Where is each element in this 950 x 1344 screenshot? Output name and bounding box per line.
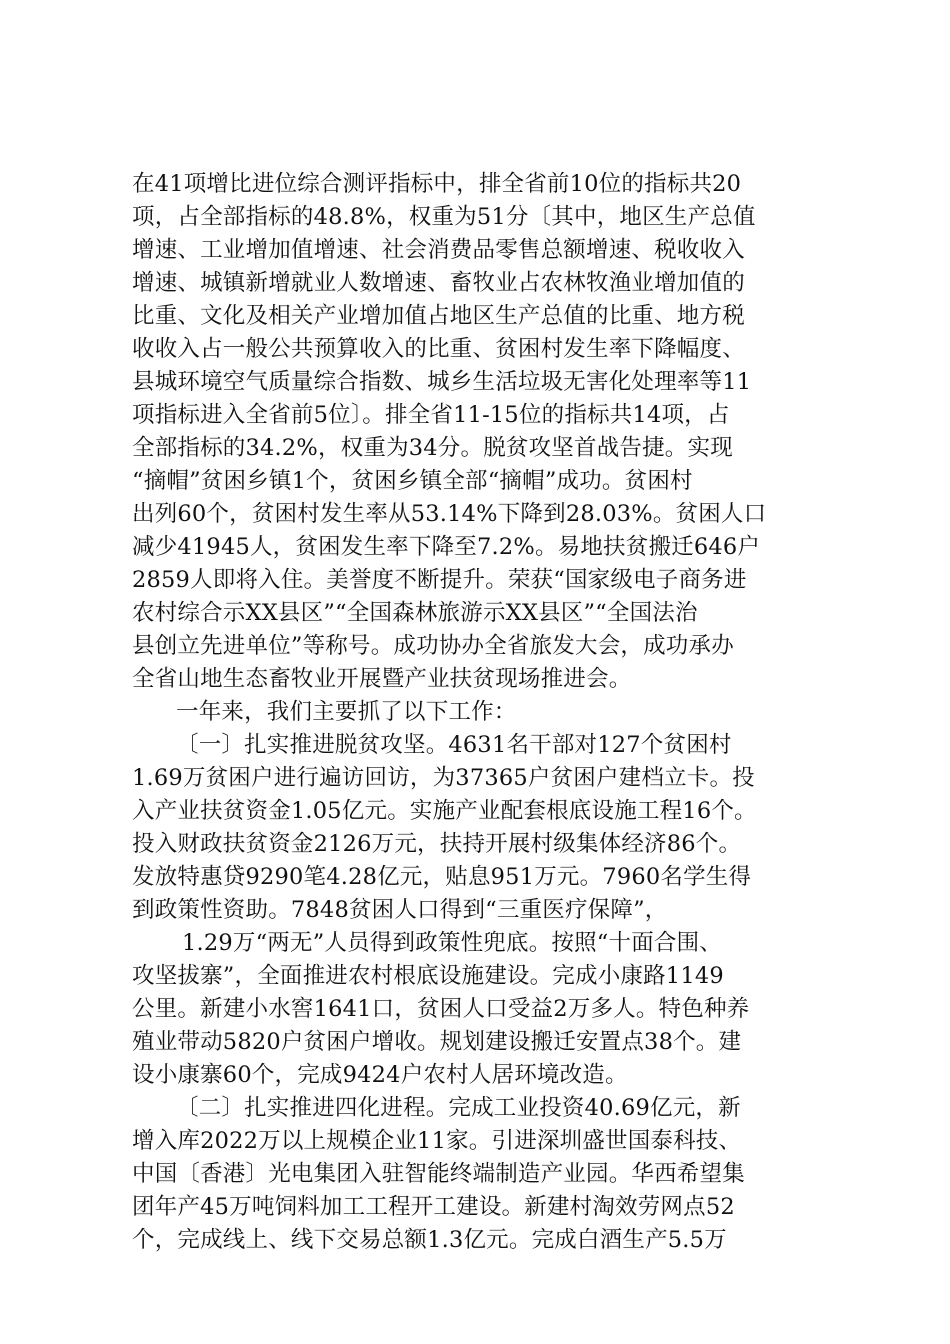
- text-line: “摘帽”贫困乡镇1个，贫困乡镇全部“摘帽”成功。贫困村: [132, 468, 693, 494]
- text-line: 殖业带动5820户贫困户增收。规划建设搬迁安置点38个。建: [132, 1029, 742, 1055]
- text-line: 农村综合示XX县区”“全国森林旅游示XX县区”“全国法治: [132, 600, 698, 626]
- text-line: 到政策性资助。7848贫困人口得到“三重医疗保障”，: [132, 897, 668, 923]
- text-line: 2859人即将入住。美誉度不断提升。荣获“国家级电子商务进: [132, 567, 747, 593]
- section-one-heading-line: 〔一〕扎实推进脱贫攻坚。4631名干部对127个贫困村: [176, 732, 732, 758]
- text-line: 公里。新建小水窖1641口，贫困人口受益2万多人。特色种养: [132, 996, 750, 1022]
- text-line: 个，完成线上、线下交易总额1.3亿元。完成白酒生产5.5万: [132, 1227, 727, 1253]
- paragraph-intro-line: 一年来，我们主要抓了以下工作：: [176, 699, 517, 725]
- text-line: 攻坚拔寨”，全面推进农村根底设施建设。完成小康路1149: [132, 963, 724, 989]
- text-line: 投入财政扶贫资金2126万元，扶持开展村级集体经济86个。: [132, 831, 742, 857]
- text-line: 增速、城镇新增就业人数增速、畜牧业占农林牧渔业增加值的: [132, 270, 745, 296]
- text-line: 减少41945人，贫困发生率下降至7.2%。易地扶贫搬迁646户: [132, 534, 761, 560]
- section-two-heading-line: 〔二〕扎实推进四化进程。完成工业投资40.69亿元，新: [176, 1095, 741, 1121]
- text-line: 增入库2022万以上规模企业11家。引进深圳盛世国泰科技、: [132, 1128, 742, 1154]
- text-line: 出列60个，贫困村发生率从53.14%下降到28.03%。贫困人口: [132, 501, 767, 527]
- text-line: 比重、文化及相关产业增加值占地区生产总值的比重、地方税: [132, 303, 745, 329]
- text-line: 全省山地生态畜牧业开展暨产业扶贫现场推进会。: [132, 666, 632, 692]
- text-line: 项，占全部指标的48.8%，权重为51分〔其中，地区生产总值: [132, 204, 756, 230]
- text-line: 入产业扶贫资金1.05亿元。实施产业配套根底设施工程16个。: [132, 798, 757, 824]
- text-line: 县城环境空气质量综合指数、城乡生活垃圾无害化处理率等11: [132, 369, 752, 395]
- text-line: 中国〔香港〕光电集团入驻智能终端制造产业园。华西希望集: [132, 1161, 745, 1187]
- text-line: 收收入占一般公共预算收入的比重、贫困村发生率下降幅度、: [132, 336, 745, 362]
- text-line: 1.29万“两无”人员得到政策性兜底。按照“十面合围、: [182, 930, 723, 956]
- text-line: 项指标进入全省前5位〕。排全省11-15位的指标共14项，占: [132, 402, 730, 428]
- text-line: 设小康寨60个，完成9424户农村人居环境改造。: [132, 1062, 628, 1088]
- text-line: 1.69万贫困户进行遍访回访，为37365户贫困户建档立卡。投: [132, 765, 755, 791]
- text-line: 全部指标的34.2%，权重为34分。脱贫攻坚首战告捷。实现: [132, 435, 733, 461]
- text-line: 增速、工业增加值增速、社会消费品零售总额增速、税收收入: [132, 237, 745, 263]
- text-line: 县创立先进单位”等称号。成功协办全省旅发大会，成功承办: [132, 633, 734, 659]
- document-body: [132, 168, 832, 1257]
- text-line: 在41项增比进位综合测评指标中，排全省前10位的指标共20: [132, 171, 742, 197]
- text-line: 发放特惠贷9290笔4.28亿元，贴息951万元。7960名学生得: [132, 864, 752, 890]
- text-line: 团年产45万吨饲料加工工程开工建设。新建村淘效劳网点52: [132, 1194, 735, 1220]
